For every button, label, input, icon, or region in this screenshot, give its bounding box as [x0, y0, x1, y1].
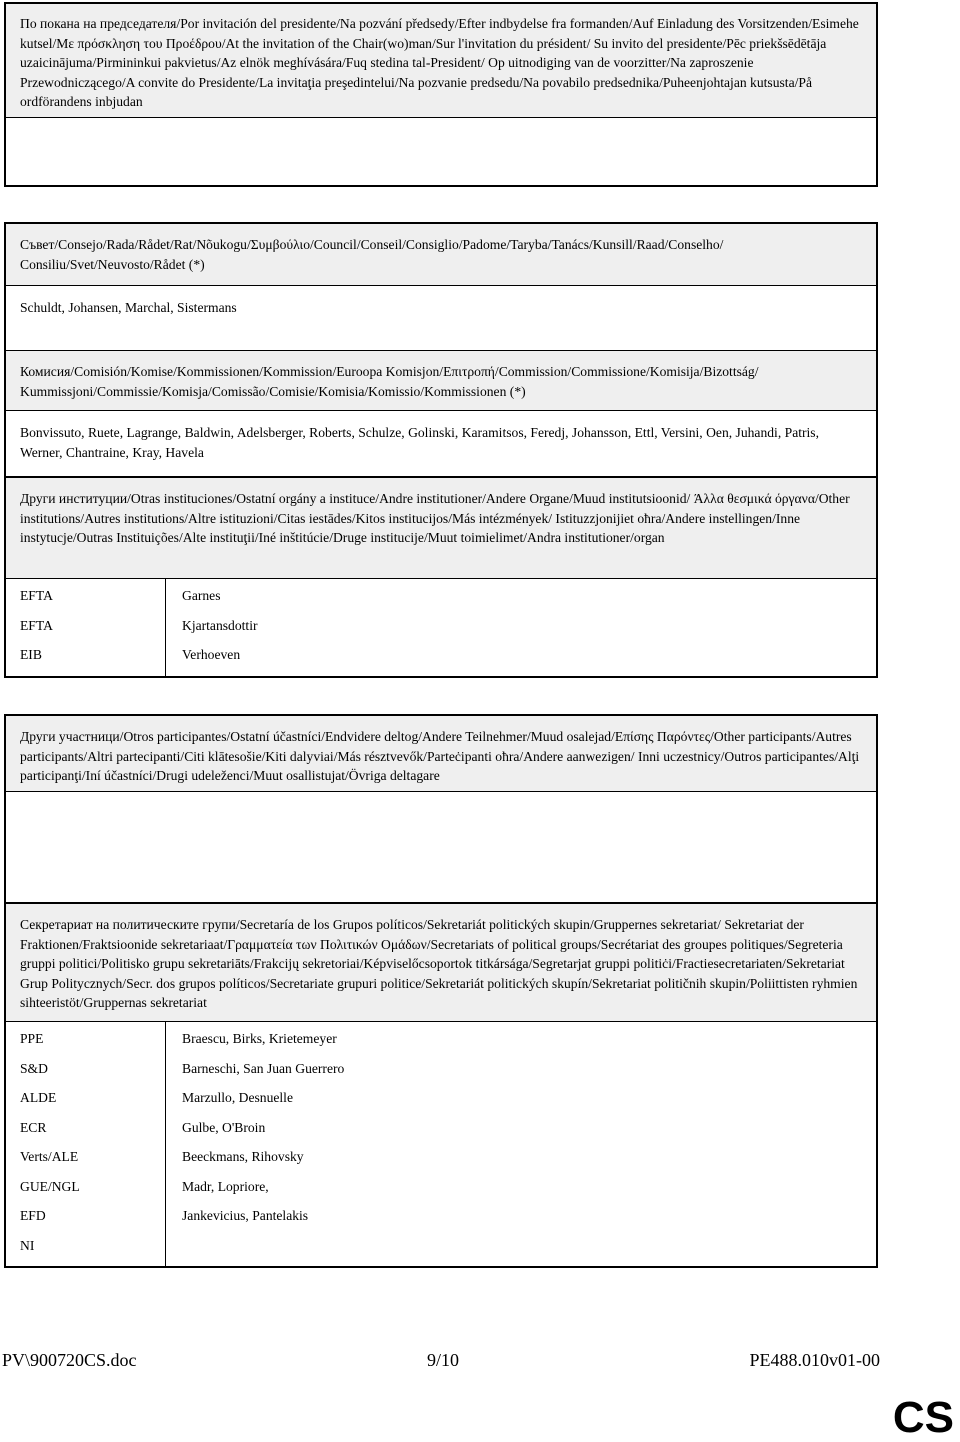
group-cell: PPE [20, 1031, 44, 1046]
other-institutions-header: Други институции/Otras instituciones/Ostatní orgány a instituce/Andre institutioner/Andere Organe/Muud institutsioonid/ Άλλα θεσμικά όργανα/Other institutions/Autres institutions/Altre istituzioni/Citas iestādes/Kitos institucijos/Más intézmények/ Istituzzjonijiet oħra/Andere instellingen/Inne instytucje/Outras Instituições/Alte instituţii/Iné inštitúcie/Druge institucije/Muut toimielimet/Andra institutioner/organ [6, 478, 876, 579]
names-cell: Gulbe, O'Broin [182, 1119, 266, 1135]
names-cell: Marzullo, Desnuelle [182, 1090, 293, 1105]
page-footer [2, 1350, 880, 1371]
group-cell: GUE/NGL [20, 1178, 80, 1194]
commission-names: Bonvissuto, Ruete, Lagrange, Baldwin, Adelsberger, Roberts, Schulze, Golinski, Karamitsos, Feredj, Johansson, Ettl, Versini, Oen, Juhandi, Patris, Werner, Chantraine, Kray, Havela [20, 425, 819, 460]
names-column [166, 579, 876, 676]
org-cell: EIB [20, 647, 42, 662]
commission-names-box [4, 410, 878, 478]
group-cell: NI [20, 1237, 35, 1253]
names-cell: Kjartansdottir [182, 617, 258, 633]
org-column [6, 579, 166, 676]
names-cell [182, 1236, 876, 1266]
council-header: Съвет/Consejo/Rada/Rådet/Rat/Nõukogu/Συμβούλιο/Council/Conseil/Consiglio/Padome/Taryba/Tanács/Kunsill/Raad/Conselho/ Consiliu/Svet/Neuvosto/Rådet (*) [6, 224, 876, 286]
names-cell: Jankevicius, Pantelakis [182, 1208, 309, 1223]
other-participants-section [4, 714, 878, 904]
group-column [6, 1022, 166, 1266]
group-cell: ALDE [20, 1090, 57, 1105]
page-number: 9/10 [427, 1350, 460, 1370]
names-cell: Barneschi, San Juan Guerrero [182, 1060, 345, 1076]
document-reference: PE488.010v01-00 [749, 1350, 880, 1370]
other-institutions-section [4, 476, 878, 678]
names-cell: Braescu, Birks, Krietemeyer [182, 1031, 337, 1046]
secretariat-section [4, 902, 878, 1268]
invitation-header: По покана на председателя/Por invitación del presidente/Na pozvání předsedy/Efter indbydelse fra formanden/Auf Einladung des Vorsitzenden/Esimehe kutsel/Με πρόσκληση του Προέδρου/At the invitation of the Chair(wo)man/Sur l'invitation du président/ Su invito del presidente/Pēc priekšsēdētāja uzaicinājuma/Pirmininkui pakvietus/Az elnök meghívására/Fuq stedina tal-President/ Op uitnodiging van de voorzitter/Na zaproszenie Przewodniczącego/A convite do Presidente/La invitaţia preşedintelui/Na pozvanie predsedu/Na povabilo predsednika/Puheenjohtajan kutsusta/På ordförandens inbjudan [6, 4, 876, 118]
group-cell: ECR [20, 1119, 47, 1135]
other-participants-header: Други участници/Otros participantes/Ostatní účastníci/Endvidere deltog/Andere Teilnehmer/Muud osalejad/Επίσης Παρόντες/Other participants/Autres participants/Altri partecipanti/Citi klātesošie/Kiti dalyviai/Más résztvevők/Parteċipanti oħra/Andere aanwezigen/ Inni uczestnicy/Outros participantes/Alţi participanţi/Iní účastníci/Drugi udeleženci/Muut osallistujat/Övriga deltagare [6, 716, 876, 792]
other-institutions-table [6, 579, 876, 676]
names-cell: Verhoeven [182, 647, 241, 662]
group-cell: EFD [20, 1208, 46, 1223]
language-code: CS [892, 1393, 954, 1442]
secretariat-header: Секретариат на политическите групи/Secretaría de los Grupos políticos/Sekretariát politických skupin/Gruppernes sekretariat/ Sekretariat der Fraktionen/Fraktsioonide sekretariaat/Γραμματεία των Πολιτικών Ομάδων/Secretariats of political groups/Secrétariat des groupes politiques/Segreteria gruppi politici/Politisko grupu sekretariāts/Frakcijų sekretoriai/Képviselőcsoportok titkársága/Segretarjat gruppi politiċi/Fractiesecretariaten/Sekretariat Grup Politycznych/Secr. dos grupos políticos/Secretariate grupuri politice/Sekretariát politických skupín/Sekretariat političnih skupin/Poliittisten ryhmien sihteeristöt/Gruppernas sekretariat [6, 904, 876, 1022]
group-cell: Verts/ALE [20, 1149, 79, 1164]
commission-header: Комисия/Comisión/Komise/Kommissionen/Kommission/Euroopa Komisjon/Επιτροπή/Commission/Commissione/Komisija/Bizottság/ Kummissjoni/Commissie/Komisja/Comissão/Comisie/Komisia/Komissio/Kommissionen (*) [6, 350, 876, 412]
names-cell: Madr, Lopriore, [182, 1178, 269, 1194]
council-commission-section [4, 222, 878, 412]
org-cell: EFTA [20, 617, 53, 633]
names-column [166, 1022, 876, 1266]
names-cell: Garnes [182, 588, 221, 603]
document-filename: PV\900720CS.doc [2, 1350, 137, 1370]
names-cell: Beeckmans, Rihovsky [182, 1149, 304, 1164]
org-cell: EFTA [20, 588, 53, 603]
group-cell: S&D [20, 1060, 48, 1076]
council-names: Schuldt, Johansen, Marchal, Sistermans [20, 300, 237, 315]
secretariat-table [6, 1022, 876, 1266]
invitation-section [4, 2, 878, 187]
